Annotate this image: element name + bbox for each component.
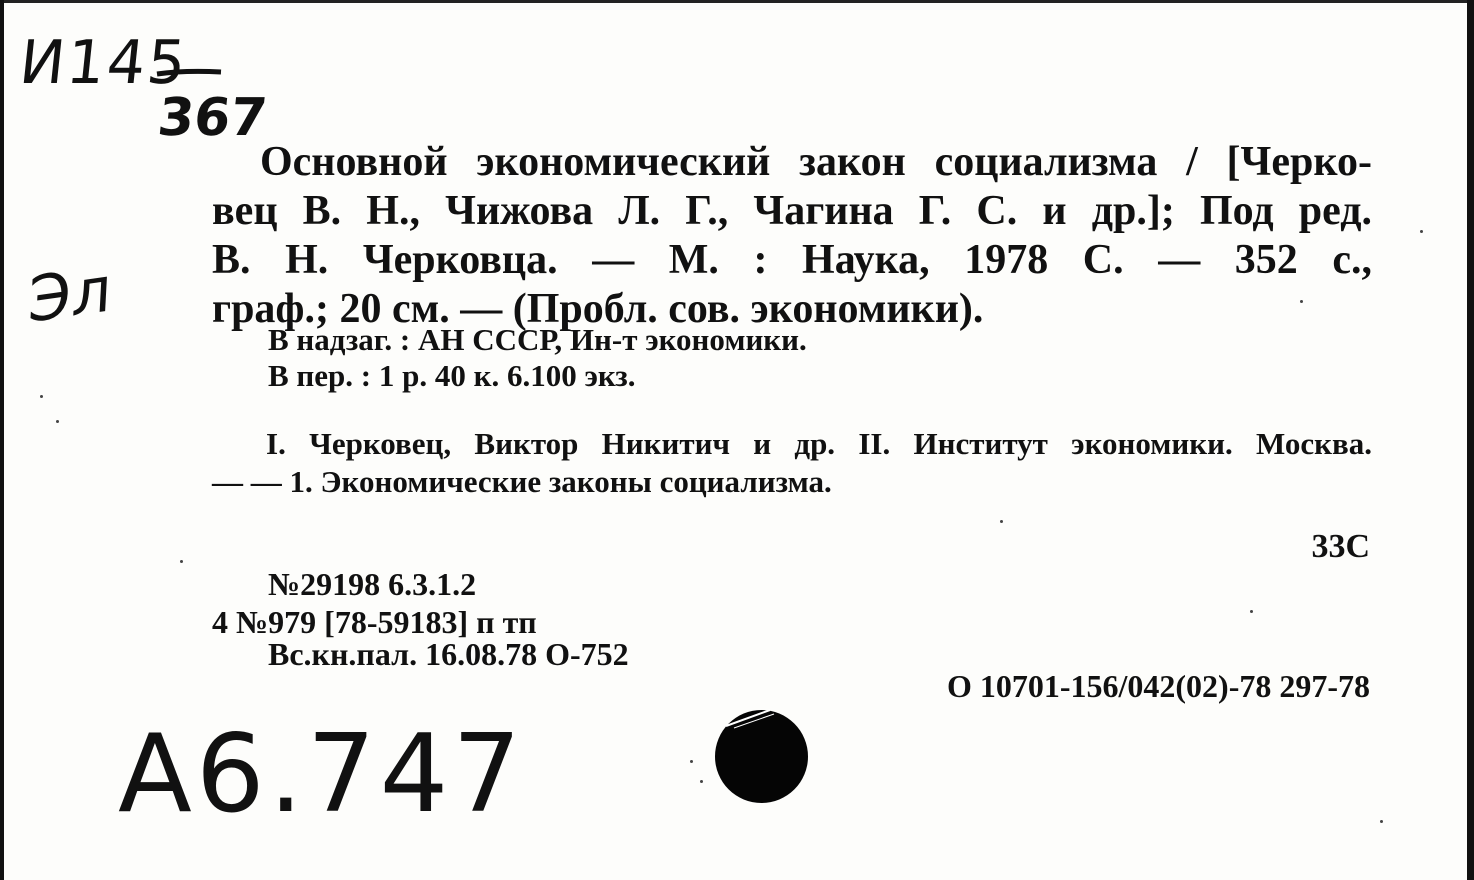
- description-line: вец В. Н., Чижова Л. Г., Чагина Г. С. и др.]; Под ред.: [212, 188, 1372, 234]
- scan-speck: [180, 560, 183, 563]
- handwritten-shelf-code: И145: [16, 28, 192, 98]
- tracing-line: I. Черковец, Виктор Никитич и др. II. Институт экономики. Москва.: [266, 426, 1372, 461]
- description-line: В. Н. Черковца. — М. : Наука, 1978 С. — 352 с.,: [212, 237, 1372, 283]
- note-binding-price: В пер. : 1 р. 40 к. 6.100 экз.: [268, 358, 636, 393]
- catalog-code: О 10701-156/042(02)-78 297-78: [946, 668, 1370, 704]
- tracings: [212, 425, 1372, 501]
- classification-index: 33С: [1311, 528, 1370, 565]
- handwritten-shelf-code-number: 367: [154, 88, 270, 148]
- scan-speck: [1000, 520, 1003, 523]
- scan-speck: [700, 780, 703, 783]
- scan-speck: [1380, 820, 1383, 823]
- description-line: граф.; 20 см. — (Пробл. сов. экономики).: [212, 286, 984, 332]
- card-right-edge: [1467, 0, 1474, 880]
- handwritten-margin-mark: Эл: [23, 252, 116, 337]
- scan-speck: [40, 395, 43, 398]
- scan-speck: [1250, 610, 1253, 613]
- registration-line: №29198 6.3.1.2: [268, 566, 477, 602]
- scan-speck: [1420, 230, 1423, 233]
- card-left-edge: [0, 0, 4, 880]
- handwritten-dash: [155, 68, 225, 78]
- note-header: В надзаг. : АН СССР, Ин-т экономики.: [268, 322, 807, 357]
- description-line: Основной экономический закон социализма / [Черко-: [260, 139, 1372, 185]
- card-top-edge: [0, 0, 1474, 3]
- scan-speck: [56, 420, 59, 423]
- registration-line: 4 №979 [78-59183] п тп: [212, 604, 537, 640]
- hole-scratch: [720, 704, 780, 734]
- handwritten-inventory-number: A6.747: [118, 712, 526, 837]
- scan-speck: [1300, 300, 1303, 303]
- bibliographic-description: [212, 138, 1372, 334]
- registration-line: Вс.кн.пал. 16.08.78 О-752: [268, 636, 629, 672]
- scan-speck: [690, 760, 693, 763]
- tracing-line: — — 1. Экономические законы социализма.: [212, 464, 832, 499]
